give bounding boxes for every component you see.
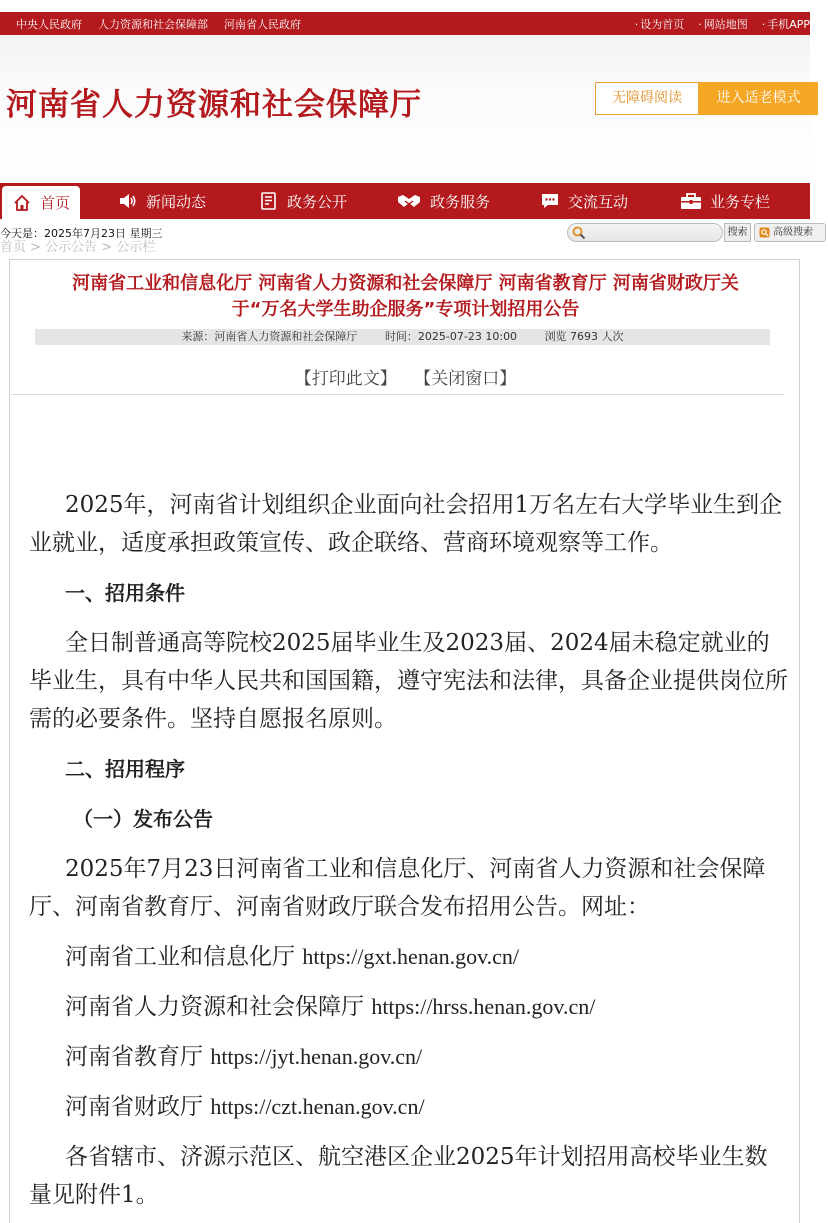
nav-label-gov-affairs: 政务公开 [287, 192, 348, 211]
site-url-link[interactable]: https://czt.henan.gov.cn/ [210, 1094, 425, 1119]
site-title[interactable]: 河南省人力资源和社会保障厅 [6, 87, 422, 123]
article-actions [10, 364, 801, 389]
article-panel [9, 259, 800, 1223]
site-line-gxt [29, 938, 789, 976]
document-icon [259, 191, 279, 211]
article-title-line2: 于“万名大学生助企服务”专项计划招用公告 [231, 299, 580, 320]
elder-mode-button[interactable]: 进入适老模式 [699, 82, 818, 115]
search-icon [572, 226, 586, 240]
site-name: 河南省人力资源和社会保障厅 [65, 994, 364, 1020]
top-links-right [635, 16, 810, 32]
nav-label-columns: 业务专栏 [710, 192, 771, 211]
header-banner [0, 35, 810, 183]
speaker-icon [118, 191, 138, 211]
article-title-line1: 河南省工业和信息化厅 河南省人力资源和社会保障厅 河南省教育厅 河南省财政厅关 [72, 273, 739, 294]
announce-paragraph: 2025年7月23日河南省工业和信息化厅、河南省人力资源和社会保障厅、河南省教育厅、河南省财政厅联合发布招用公告。网址： [29, 856, 766, 920]
site-line-jyt [29, 1038, 789, 1076]
attachment-paragraph: 各省辖市、济源示范区、航空港区企业2025年计划招用高校毕业生数量见附件1。 [29, 1144, 768, 1208]
site-url-link[interactable]: https://hrss.henan.gov.cn/ [371, 994, 596, 1019]
home-icon [12, 193, 32, 213]
site-line-czt [29, 1088, 789, 1126]
nav-item-interaction[interactable] [540, 183, 628, 219]
article-source: 来源：河南省人力资源和社会保障厅 [181, 330, 358, 343]
briefcase-icon [680, 191, 702, 211]
nav-label-services: 政务服务 [430, 192, 491, 211]
site-name: 河南省财政厅 [65, 1094, 203, 1120]
info-bar [0, 222, 828, 255]
nav-item-columns[interactable] [680, 183, 770, 219]
today-date: 今天是：2025年7月23日 星期三 [0, 227, 163, 240]
mobile-app-link[interactable]: · 手机APP [762, 16, 810, 32]
section-heading-procedure: 二、招用程序 [65, 757, 185, 781]
divider [11, 394, 784, 395]
intro-paragraph: 2025年，河南省计划组织企业面向社会招用1万名左右大学毕业生到企业就业，适度承担政策宣传、政企联络、营商环境观察等工作。 [29, 492, 783, 556]
sitemap-link[interactable]: · 网站地图 [698, 16, 748, 32]
article-title [10, 271, 801, 323]
article-views: 浏览 7693 人次 [544, 330, 624, 343]
nav-item-gov-affairs[interactable] [259, 183, 347, 219]
site-line-hrss [29, 988, 789, 1026]
nav-label-news: 新闻动态 [146, 192, 207, 211]
nav-label-home: 首页 [40, 194, 71, 212]
nav-label-interaction: 交流互动 [568, 192, 629, 211]
breadcrumb[interactable]: 首页 > 公示公告 > 公示栏 [0, 240, 156, 255]
nav-item-services[interactable] [396, 183, 490, 219]
advanced-search-button[interactable] [754, 223, 826, 242]
search-input[interactable] [567, 223, 723, 242]
set-homepage-link[interactable]: · 设为首页 [635, 16, 685, 32]
section-heading-conditions: 一、招用条件 [65, 581, 185, 605]
article-body [29, 486, 789, 1223]
accessibility-button[interactable]: 无障碍阅读 [595, 82, 699, 115]
top-link-central-gov[interactable]: 中央人民政府 [16, 18, 82, 31]
top-link-mohrss[interactable]: 人力资源和社会保障部 [98, 18, 208, 31]
search-button[interactable]: 搜索 [724, 223, 751, 242]
article-meta [35, 329, 770, 345]
conditions-paragraph: 全日制普通高等院校2025届毕业生及2023届、2024届未稳定就业的毕业生，具有中华人民共和国国籍，遵守宪法和法律，具备企业提供岗位所需的必要条件。坚持自愿报名原则。 [29, 630, 788, 732]
top-links-left [16, 16, 301, 32]
article-time: 时间：2025-07-23 10:00 [384, 330, 518, 343]
close-window-button[interactable]: 【关闭窗口】 [414, 369, 517, 389]
nav-item-home[interactable] [2, 186, 80, 219]
subsection-heading-announce: （一）发布公告 [73, 807, 213, 831]
main-nav [0, 183, 810, 219]
top-link-bar [0, 12, 810, 35]
print-button[interactable]: 【打印此文】 [294, 369, 397, 389]
site-url-link[interactable]: https://gxt.henan.gov.cn/ [302, 944, 520, 969]
site-name: 河南省教育厅 [65, 1044, 203, 1070]
top-link-henan-gov[interactable]: 河南省人民政府 [224, 18, 301, 31]
advanced-search-label: 高级搜索 [773, 227, 813, 238]
site-url-link[interactable]: https://jyt.henan.gov.cn/ [210, 1044, 423, 1069]
site-name: 河南省工业和信息化厅 [65, 944, 295, 970]
handshake-icon [396, 191, 422, 211]
advanced-search-icon [759, 227, 770, 238]
nav-item-news[interactable] [118, 183, 206, 219]
chat-icon [540, 191, 560, 211]
